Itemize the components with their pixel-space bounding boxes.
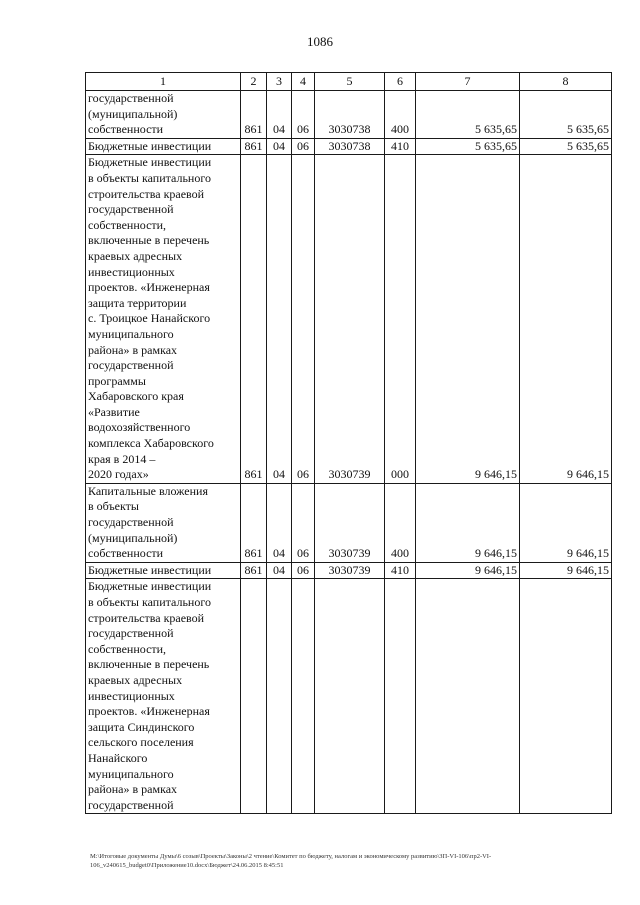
cell-c4: 06 [292, 155, 315, 483]
cell-c4 [292, 579, 315, 814]
cell-c2 [241, 579, 267, 814]
table-row [86, 579, 612, 814]
header-cell: 7 [416, 73, 520, 91]
cell-c2: 861 [241, 483, 267, 562]
cell-c8: 5 635,65 [520, 91, 612, 139]
description-line: района» в рамках [88, 782, 178, 797]
cell-c6: 400 [385, 91, 416, 139]
description-line: государственной [88, 91, 174, 105]
cell-c7: 9 646,15 [416, 562, 520, 579]
cell-c4: 06 [292, 91, 315, 139]
description-line: водохозяйственного [88, 420, 191, 435]
header-cell: 4 [292, 73, 315, 91]
footer-line: M:\Итоговые документы Думы\6 созыв\Проекты\Законы\2 чтение\Комитет по бюджету, налогам и экономическому развитию\ЗП-VI-106\пр2-VI- [90, 853, 492, 860]
description-line: защита территории [88, 295, 187, 310]
header-cell: 6 [385, 73, 416, 91]
row-description [86, 483, 241, 562]
header-cell: 3 [267, 73, 292, 91]
cell-c5: 3030739 [315, 483, 385, 562]
table-row [86, 138, 612, 155]
table-row [86, 91, 612, 139]
description-line: инвестиционных [88, 688, 175, 703]
description-line: (муниципальной) [88, 530, 178, 545]
cell-c7 [416, 579, 520, 814]
cell-c4: 06 [292, 138, 315, 155]
description-line: проектов. «Инженерная [88, 704, 210, 719]
description-line: включенные в перечень [88, 657, 210, 672]
cell-c3 [267, 579, 292, 814]
description-line: государственной [88, 626, 174, 641]
cell-c2: 861 [241, 138, 267, 155]
description-line: Капитальные вложения [88, 483, 208, 498]
description-line: Хабаровского края [88, 389, 184, 404]
description-line: строительства краевой [88, 186, 205, 201]
cell-c7: 9 646,15 [416, 155, 520, 483]
cell-c3: 04 [267, 138, 292, 155]
cell-c5 [315, 579, 385, 814]
cell-c8 [520, 579, 612, 814]
description-line: краевых адресных [88, 248, 183, 263]
file-path-footer [90, 852, 610, 870]
description-line: проектов. «Инженерная [88, 280, 210, 295]
description-line: защита Синдинского [88, 719, 195, 734]
description-line: с. Троицкое Нанайского [88, 311, 211, 326]
row-description [86, 91, 241, 139]
footer-line: 106_v240615_budget0\Приложение10.docx\Бюджет\24.06.2015 8:45:51 [90, 862, 284, 869]
cell-c8: 9 646,15 [520, 155, 612, 483]
cell-c6: 000 [385, 155, 416, 483]
cell-c7: 5 635,65 [416, 138, 520, 155]
cell-c3: 04 [267, 562, 292, 579]
table-row [86, 483, 612, 562]
description-line: сельского поселения [88, 735, 194, 750]
cell-c3: 04 [267, 91, 292, 139]
header-cell: 8 [520, 73, 612, 91]
description-line: собственности [88, 546, 164, 561]
description-line: краевых адресных [88, 672, 183, 687]
page-number: 1086 [307, 34, 333, 49]
description-line: района» в рамках [88, 342, 178, 357]
description-line: Бюджетные инвестиции [88, 155, 212, 170]
description-line: государственной [88, 515, 174, 530]
description-line: государственной [88, 358, 174, 373]
description-line: включенные в перечень [88, 233, 210, 248]
description-line: собственности [88, 122, 164, 137]
description-line: края в 2014 – [88, 451, 156, 466]
description-line: программы [88, 373, 146, 388]
row-description [86, 138, 241, 155]
table-row [86, 155, 612, 483]
description-line: муниципального [88, 326, 174, 341]
header-cell: 2 [241, 73, 267, 91]
table-header-row [86, 73, 612, 91]
cell-c3: 04 [267, 155, 292, 483]
cell-c2: 861 [241, 91, 267, 139]
description-line: собственности, [88, 641, 167, 656]
cell-c3: 04 [267, 483, 292, 562]
cell-c5: 3030739 [315, 562, 385, 579]
row-description [86, 579, 241, 814]
description-line: в объекты капитального [88, 595, 211, 609]
cell-c5: 3030739 [315, 155, 385, 483]
cell-c4: 06 [292, 562, 315, 579]
description-line: Бюджетные инвестиции [88, 138, 212, 153]
cell-c6: 410 [385, 562, 416, 579]
description-line: государственной [88, 797, 174, 812]
description-line: в объекты [88, 499, 139, 514]
description-line: 2020 годах» [88, 467, 149, 482]
description-line: муниципального [88, 766, 174, 781]
row-description [86, 562, 241, 579]
cell-c7: 5 635,65 [416, 91, 520, 139]
description-line: комплекса Хабаровского [88, 436, 214, 451]
cell-c8: 9 646,15 [520, 483, 612, 562]
description-line: собственности, [88, 217, 167, 232]
description-line: инвестиционных [88, 264, 175, 279]
cell-c5: 3030738 [315, 138, 385, 155]
budget-table [85, 72, 612, 814]
cell-c6: 410 [385, 138, 416, 155]
description-line: Бюджетные инвестиции [88, 562, 212, 577]
table-row [86, 562, 612, 579]
description-line: строительства краевой [88, 610, 205, 625]
description-line: Бюджетные инвестиции [88, 579, 212, 594]
row-description [86, 155, 241, 483]
cell-c2: 861 [241, 155, 267, 483]
cell-c8: 9 646,15 [520, 562, 612, 579]
header-cell: 5 [315, 73, 385, 91]
cell-c5: 3030738 [315, 91, 385, 139]
cell-c2: 861 [241, 562, 267, 579]
description-line: «Развитие [88, 404, 140, 419]
header-cell: 1 [86, 73, 241, 91]
description-line: государственной [88, 202, 174, 217]
cell-c6 [385, 579, 416, 814]
cell-c8: 5 635,65 [520, 138, 612, 155]
cell-c6: 400 [385, 483, 416, 562]
cell-c4: 06 [292, 483, 315, 562]
cell-c7: 9 646,15 [416, 483, 520, 562]
description-line: Нанайского [88, 750, 148, 765]
description-line: (муниципальной) [88, 106, 178, 121]
description-line: в объекты капитального [88, 170, 211, 185]
